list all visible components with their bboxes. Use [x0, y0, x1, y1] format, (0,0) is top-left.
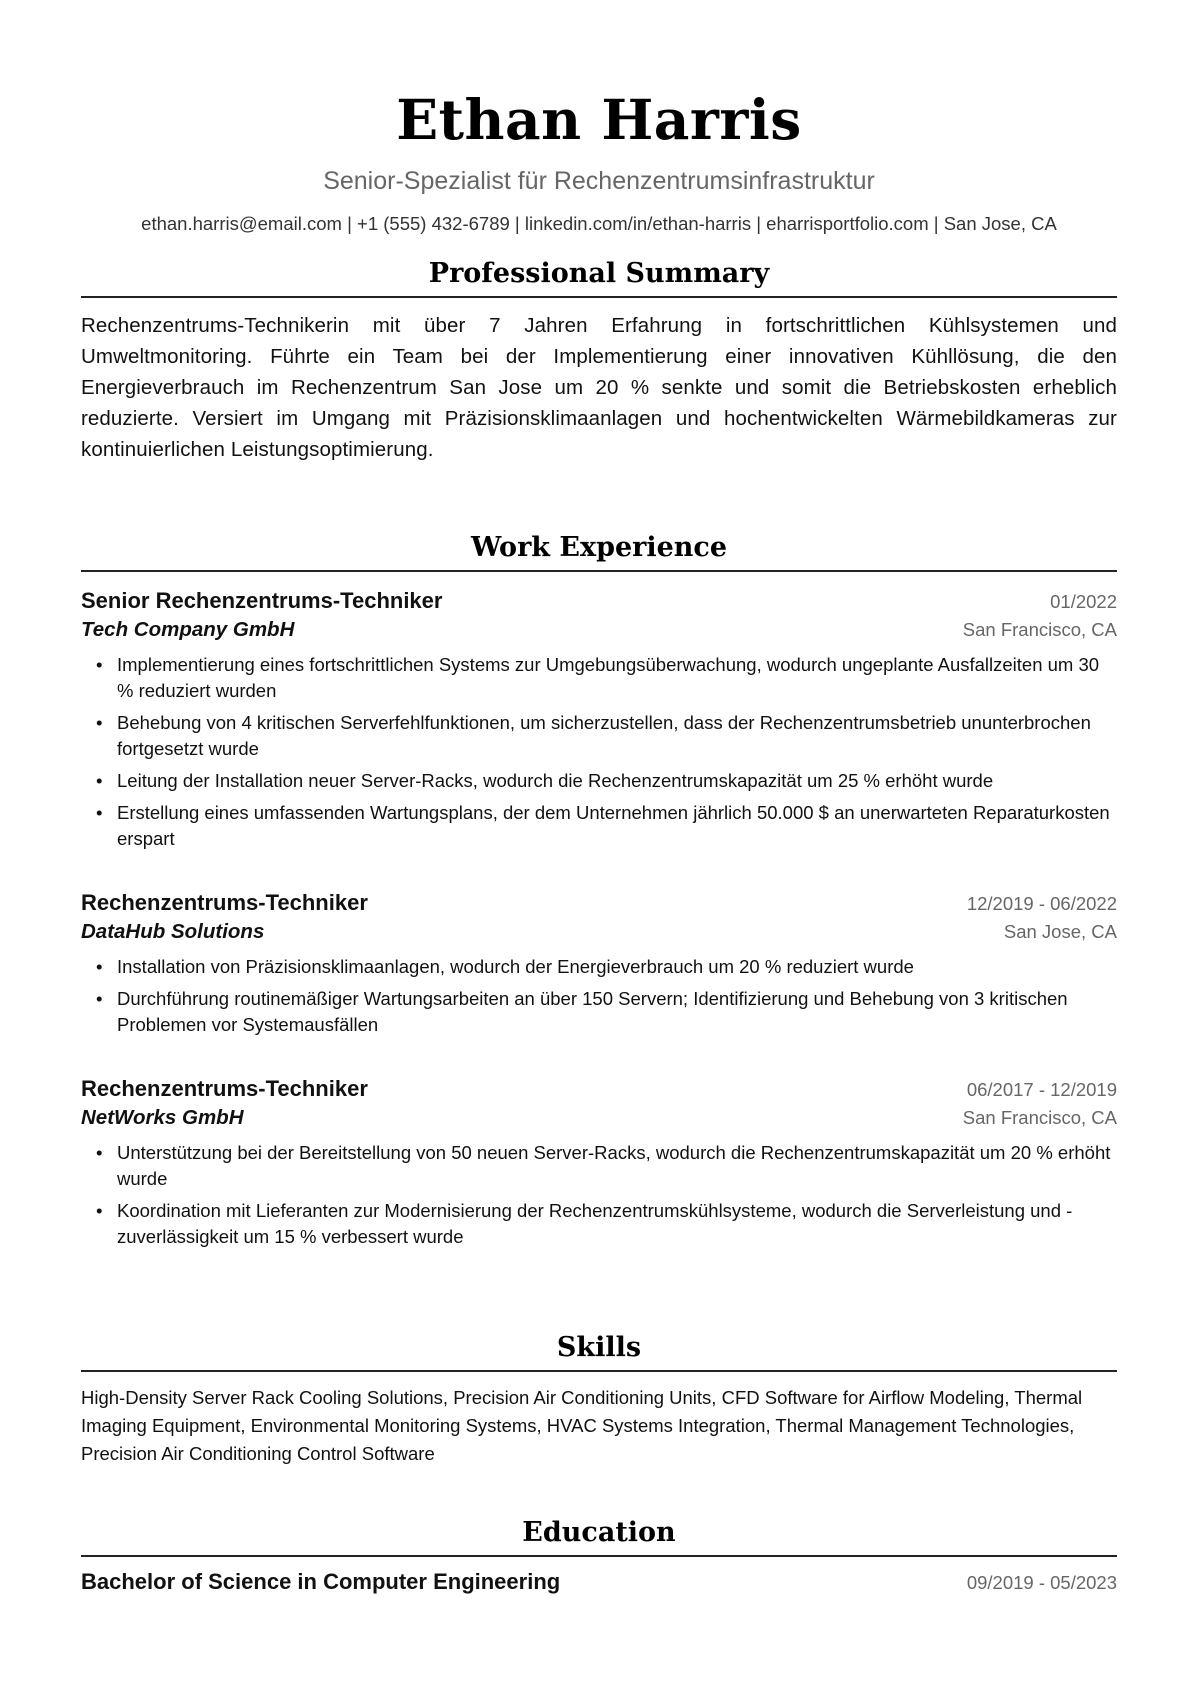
job-location: San Jose, CA [1003, 921, 1117, 942]
skills-text: High-Density Server Rack Cooling Solutions, Precision Air Conditioning Units, CFD Software for Airflow Modeling, Thermal Imaging Equipment, Environmental Monitoring Systems, HVAC Systems Integration, Thermal Management Technologies, Precision Air Conditioning Control Software [81, 1387, 1083, 1464]
job-bullets [81, 652, 1117, 852]
section-divider [81, 1370, 1117, 1372]
education-heading: Education [522, 1517, 676, 1548]
bullet-icon: • [96, 1200, 103, 1221]
job-date: 12/2019 - 06/2022 [966, 893, 1117, 914]
bullet-icon: • [96, 1142, 103, 1163]
section-divider [81, 296, 1117, 298]
job-location: San Francisco, CA [962, 1107, 1117, 1128]
skills-section [81, 1330, 1117, 1468]
bullet-icon: • [96, 770, 103, 791]
bullet-item: • Erstellung eines umfassenden Wartungsplans, der dem Unternehmen jährlich 50.000 $ an unerwarteten Reparaturkosten erspart [96, 802, 1110, 849]
resume-page [81, 0, 1117, 1683]
resume-header [81, 0, 1117, 236]
company-name: DataHub Solutions [81, 920, 265, 943]
bullet-item: • Durchführung routinemäßiger Wartungsarbeiten an über 150 Servern; Identifizierung und Behebung von 3 kritischen Problemen vor Systemausfällen [96, 988, 1068, 1035]
company-name: Tech Company GmbH [81, 618, 295, 641]
summary-text: Rechenzentrums-Technikerin mit über 7 Jahren Erfahrung in fortschrittlichen Kühlsystemen und Umweltmonitoring. Führte ein Team bei der Implementierung einer innovativen Kühllösung, die den Energieverbrauch im Rechenzentrum San Jose um 20 % senkte und somit die Betriebskosten erheblich reduzierte. Versiert im Umgang mit Präzisionsklimaanlagen und hochentwickelten Wärmebildkameras zur kontinuierlichen Leistungsoptimierung. [81, 314, 1117, 461]
bullet-icon: • [96, 988, 103, 1009]
education-date: 09/2019 - 05/2023 [966, 1572, 1117, 1593]
summary-section [81, 256, 1117, 465]
bullet-icon: • [96, 956, 103, 977]
bullet-item: • Behebung von 4 kritischen Serverfehlfunktionen, um sicherzustellen, dass der Rechenzentrumsbetrieb ununterbrochen fortgesetzt wurde [96, 712, 1091, 759]
job-entry [81, 586, 1117, 852]
education-section [81, 1515, 1117, 1597]
candidate-name: Ethan Harris [396, 87, 802, 152]
company-name: NetWorks GmbH [81, 1106, 244, 1129]
bullet-item: • Implementierung eines fortschrittlichen Systems zur Umgebungsüberwachung, wodurch ungeplante Ausfallzeiten um 30 % reduziert wurden [96, 654, 1100, 701]
job-date: 06/2017 - 12/2019 [966, 1079, 1117, 1100]
bullet-item: • Unterstützung bei der Bereitstellung von 50 neuen Server-Racks, wodurch die Rechenzentrumskapazität um 20 % erhöht wurde [96, 1142, 1111, 1189]
job-location: San Francisco, CA [962, 619, 1117, 640]
contact-line: ethan.harris@email.com | +1 (555) 432-6789 | linkedin.com/in/ethan-harris | eharrisportfolio.com | San Jose, CA [141, 213, 1057, 234]
job-bullets [81, 1140, 1117, 1250]
job-title: Rechenzentrums-Techniker [81, 890, 368, 915]
job-entry [81, 1074, 1117, 1250]
experience-heading: Work Experience [470, 532, 728, 563]
bullet-item: • Koordination mit Lieferanten zur Modernisierung der Rechenzentrumskühlsysteme, wodurch die Serverleistung und -zuverlässigkeit um 15 % verbessert wurde [96, 1200, 1073, 1247]
bullet-icon: • [96, 654, 103, 675]
experience-section [81, 530, 1117, 1256]
bullet-icon: • [96, 802, 103, 823]
summary-heading: Professional Summary [428, 258, 770, 289]
degree-title: Bachelor of Science in Computer Engineering [81, 1569, 561, 1594]
job-title: Rechenzentrums-Techniker [81, 1076, 368, 1101]
section-divider [81, 1555, 1117, 1557]
job-title: Senior Rechenzentrums-Techniker [81, 588, 443, 613]
bullet-item: • Installation von Präzisionsklimaanlagen, wodurch der Energieverbrauch um 20 % reduziert wurde [81, 954, 1117, 980]
job-subtitle: Senior-Spezialist für Rechenzentrumsinfrastruktur [323, 167, 875, 195]
skills-heading: Skills [556, 1332, 642, 1363]
bullet-item: • Leitung der Installation neuer Server-Racks, wodurch die Rechenzentrumskapazität um 25 % erhöht wurde [81, 768, 1117, 794]
job-entry [81, 888, 1117, 1038]
bullet-icon: • [96, 712, 103, 733]
section-divider [81, 570, 1117, 572]
job-bullets [81, 954, 1117, 1038]
job-date: 01/2022 [1050, 591, 1117, 612]
